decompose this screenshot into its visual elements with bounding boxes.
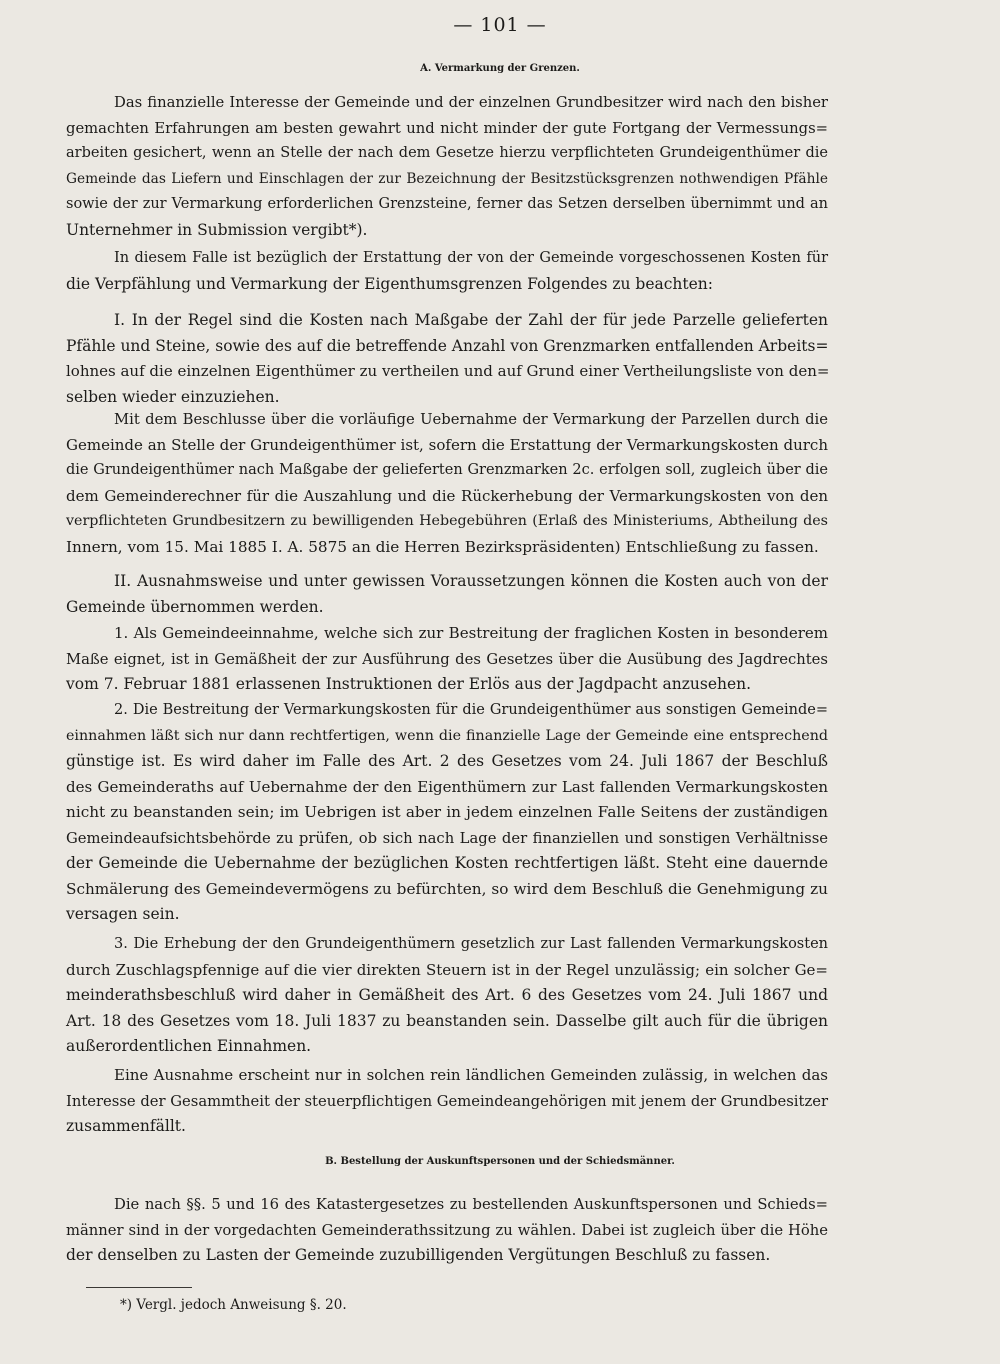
text-line: der Gemeinde die Uebernahme der bezüglichen Kosten rechtfertigen läßt. Steht eine dauernde xyxy=(66,854,828,872)
text-line: arbeiten gesichert, wenn an Stelle der nach dem Gesetze hierzu verpflichteten Grundeigenthümer die xyxy=(66,145,828,161)
text-line: 3. Die Erhebung der den Grundeigenthümern gesetzlich zur Last fallenden Vermarkungskosten xyxy=(114,936,828,952)
text-line: Innern, vom 15. Mai 1885 I. A. 5875 an die Herren Bezirkspräsidenten) Entschließung zu fassen. xyxy=(66,537,819,556)
text-line: einnahmen läßt sich nur dann rechtfertigen, wenn die finanzielle Lage der Gemeinde eine entsprechend xyxy=(66,727,828,744)
text-line: günstige ist. Es wird daher im Falle des Art. 2 des Gesetzes vom 24. Juli 1867 der Beschluß xyxy=(66,752,828,770)
text-line: Pfähle und Steine, sowie des auf die betreffende Anzahl von Grenzmarken entfallenden Arbeits= xyxy=(66,336,829,355)
section-a-heading: A. Vermarkung der Grenzen. xyxy=(420,63,580,74)
page-number: — 101 — xyxy=(453,14,547,36)
paragraph-a4 xyxy=(66,407,828,560)
text-line: sowie der zur Vermarkung erforderlichen Grenzsteine, ferner das Setzen derselben übernimmt und an xyxy=(66,196,828,212)
text-line: verpflichteten Grundbesitzern zu bewilligenden Hebegebühren (Erlaß des Ministeriums, Abtheilung des xyxy=(66,513,828,529)
text-line: versagen sein. xyxy=(66,905,180,923)
text-line: des Gemeinderaths auf Uebernahme der den Eigenthümern zur Last fallenden Vermarkungskosten xyxy=(66,777,828,796)
text-line: vom 7. Februar 1881 erlassenen Instruktionen der Erlös aus der Jagdpacht anzusehen. xyxy=(66,675,752,693)
text-line: Gemeinde das Liefern und Einschlagen der zur Bezeichnung der Besitzstücksgrenzen nothwendigen Pfähle xyxy=(66,170,828,187)
text-line: Interesse der Gesammtheit der steuerpflichtigen Gemeindeangehörigen mit jenem der Grundbesitzer xyxy=(66,1092,828,1110)
paragraph-a2 xyxy=(66,246,828,297)
paragraph-a1 xyxy=(66,90,828,243)
section-b-heading: B. Bestellung der Auskunftspersonen und der Schiedsmänner. xyxy=(325,1156,675,1167)
text-line: Mit dem Beschlusse über die vorläufige Uebernahme der Vermarkung der Parzellen durch die xyxy=(114,411,828,428)
text-line: die Grundeigenthümer nach Maßgabe der gelieferten Grenzmarken 2c. erfolgen soll, zugleich über die xyxy=(66,462,828,478)
text-line: der denselben zu Lasten der Gemeinde zuzubilligenden Vergütungen Beschluß zu fassen. xyxy=(66,1246,771,1264)
text-line: lohnes auf die einzelnen Eigenthümer zu vertheilen und auf Grund einer Vertheilungsliste von den= xyxy=(66,362,830,380)
text-line: Art. 18 des Gesetzes vom 18. Juli 1837 zu beanstanden sein. Dasselbe gilt auch für die übrigen xyxy=(66,1011,828,1030)
text-line: selben wieder einzuziehen. xyxy=(66,387,280,406)
paragraph-a5 xyxy=(66,569,828,620)
text-line: dem Gemeinderechner für die Auszahlung und die Rückerhebung der Vermarkungskosten von den xyxy=(66,486,828,505)
text-line: Maße eignet, ist in Gemäßheit der zur Ausführung des Gesetzes über die Ausübung des Jagdrechtes xyxy=(66,650,828,668)
text-line: In diesem Falle ist bezüglich der Erstattung der von der Gemeinde vorgeschossenen Kosten für xyxy=(114,250,828,266)
text-line: Gemeinde an Stelle der Grundeigenthümer ist, sofern die Erstattung der Vermarkungskosten durch xyxy=(66,435,828,454)
text-line: I. In der Regel sind die Kosten nach Maßgabe der Zahl der für jede Parzelle gelieferten xyxy=(114,311,828,329)
footnote: *) Vergl. jedoch Anweisung §. 20. xyxy=(120,1297,347,1313)
text-line: nicht zu beanstanden sein; im Uebrigen ist aber in jedem einzelnen Falle Seitens der zuständigen xyxy=(66,803,828,821)
paragraph-a9 xyxy=(66,1063,828,1140)
text-line: zusammenfällt. xyxy=(66,1117,186,1135)
text-line: gemachten Erfahrungen am besten gewahrt und nicht minder der gute Fortgang der Vermessungs= xyxy=(66,119,828,137)
paragraph-b1 xyxy=(66,1192,828,1269)
text-line: durch Zuschlagspfennige auf die vier direkten Steuern ist in der Regel unzulässig; ein solcher Ge= xyxy=(66,960,828,979)
text-line: 1. Als Gemeindeeinnahme, welche sich zur Bestreitung der fraglichen Kosten in besonderem xyxy=(114,624,828,642)
text-line: Gemeindeaufsichtsbehörde zu prüfen, ob sich nach Lage der finanziellen und sonstigen Verhältnisse xyxy=(66,829,828,847)
paragraph-a3 xyxy=(66,308,828,410)
footnote-divider xyxy=(86,1287,192,1288)
text-line: Schmälerung des Gemeindevermögens zu befürchten, so wird dem Beschluß die Genehmigung zu xyxy=(66,879,828,898)
text-line: die Verpfählung und Vermarkung der Eigenthumsgrenzen Folgendes zu beachten: xyxy=(66,274,714,293)
paragraph-a7 xyxy=(66,698,828,928)
text-line: außerordentlichen Einnahmen. xyxy=(66,1037,312,1055)
paragraph-a8 xyxy=(66,932,828,1060)
text-line: Unternehmer in Submission vergibt*). xyxy=(66,220,368,239)
text-line: II. Ausnahmsweise und unter gewissen Voraussetzungen können die Kosten auch von der xyxy=(114,572,828,590)
text-line: Gemeinde übernommen werden. xyxy=(66,597,324,616)
paragraph-a6 xyxy=(66,621,828,698)
text-line: 2. Die Bestreitung der Vermarkungskosten für die Grundeigenthümer aus sonstigen Gemeinde= xyxy=(114,702,828,718)
text-line: Die nach §§. 5 und 16 des Katastergesetzes zu bestellenden Auskunftspersonen und Schieds= xyxy=(114,1196,828,1213)
text-line: Das finanzielle Interesse der Gemeinde und der einzelnen Grundbesitzer wird nach den bisher xyxy=(114,94,828,111)
text-line: Eine Ausnahme erscheint nur in solchen rein ländlichen Gemeinden zulässig, in welchen das xyxy=(114,1066,828,1084)
text-line: männer sind in der vorgedachten Gemeinderathssitzung zu wählen. Dabei ist zugleich über die Höhe xyxy=(66,1221,828,1239)
text-line: meinderathsbeschluß wird daher in Gemäßheit des Art. 6 des Gesetzes vom 24. Juli 1867 und xyxy=(66,986,828,1004)
